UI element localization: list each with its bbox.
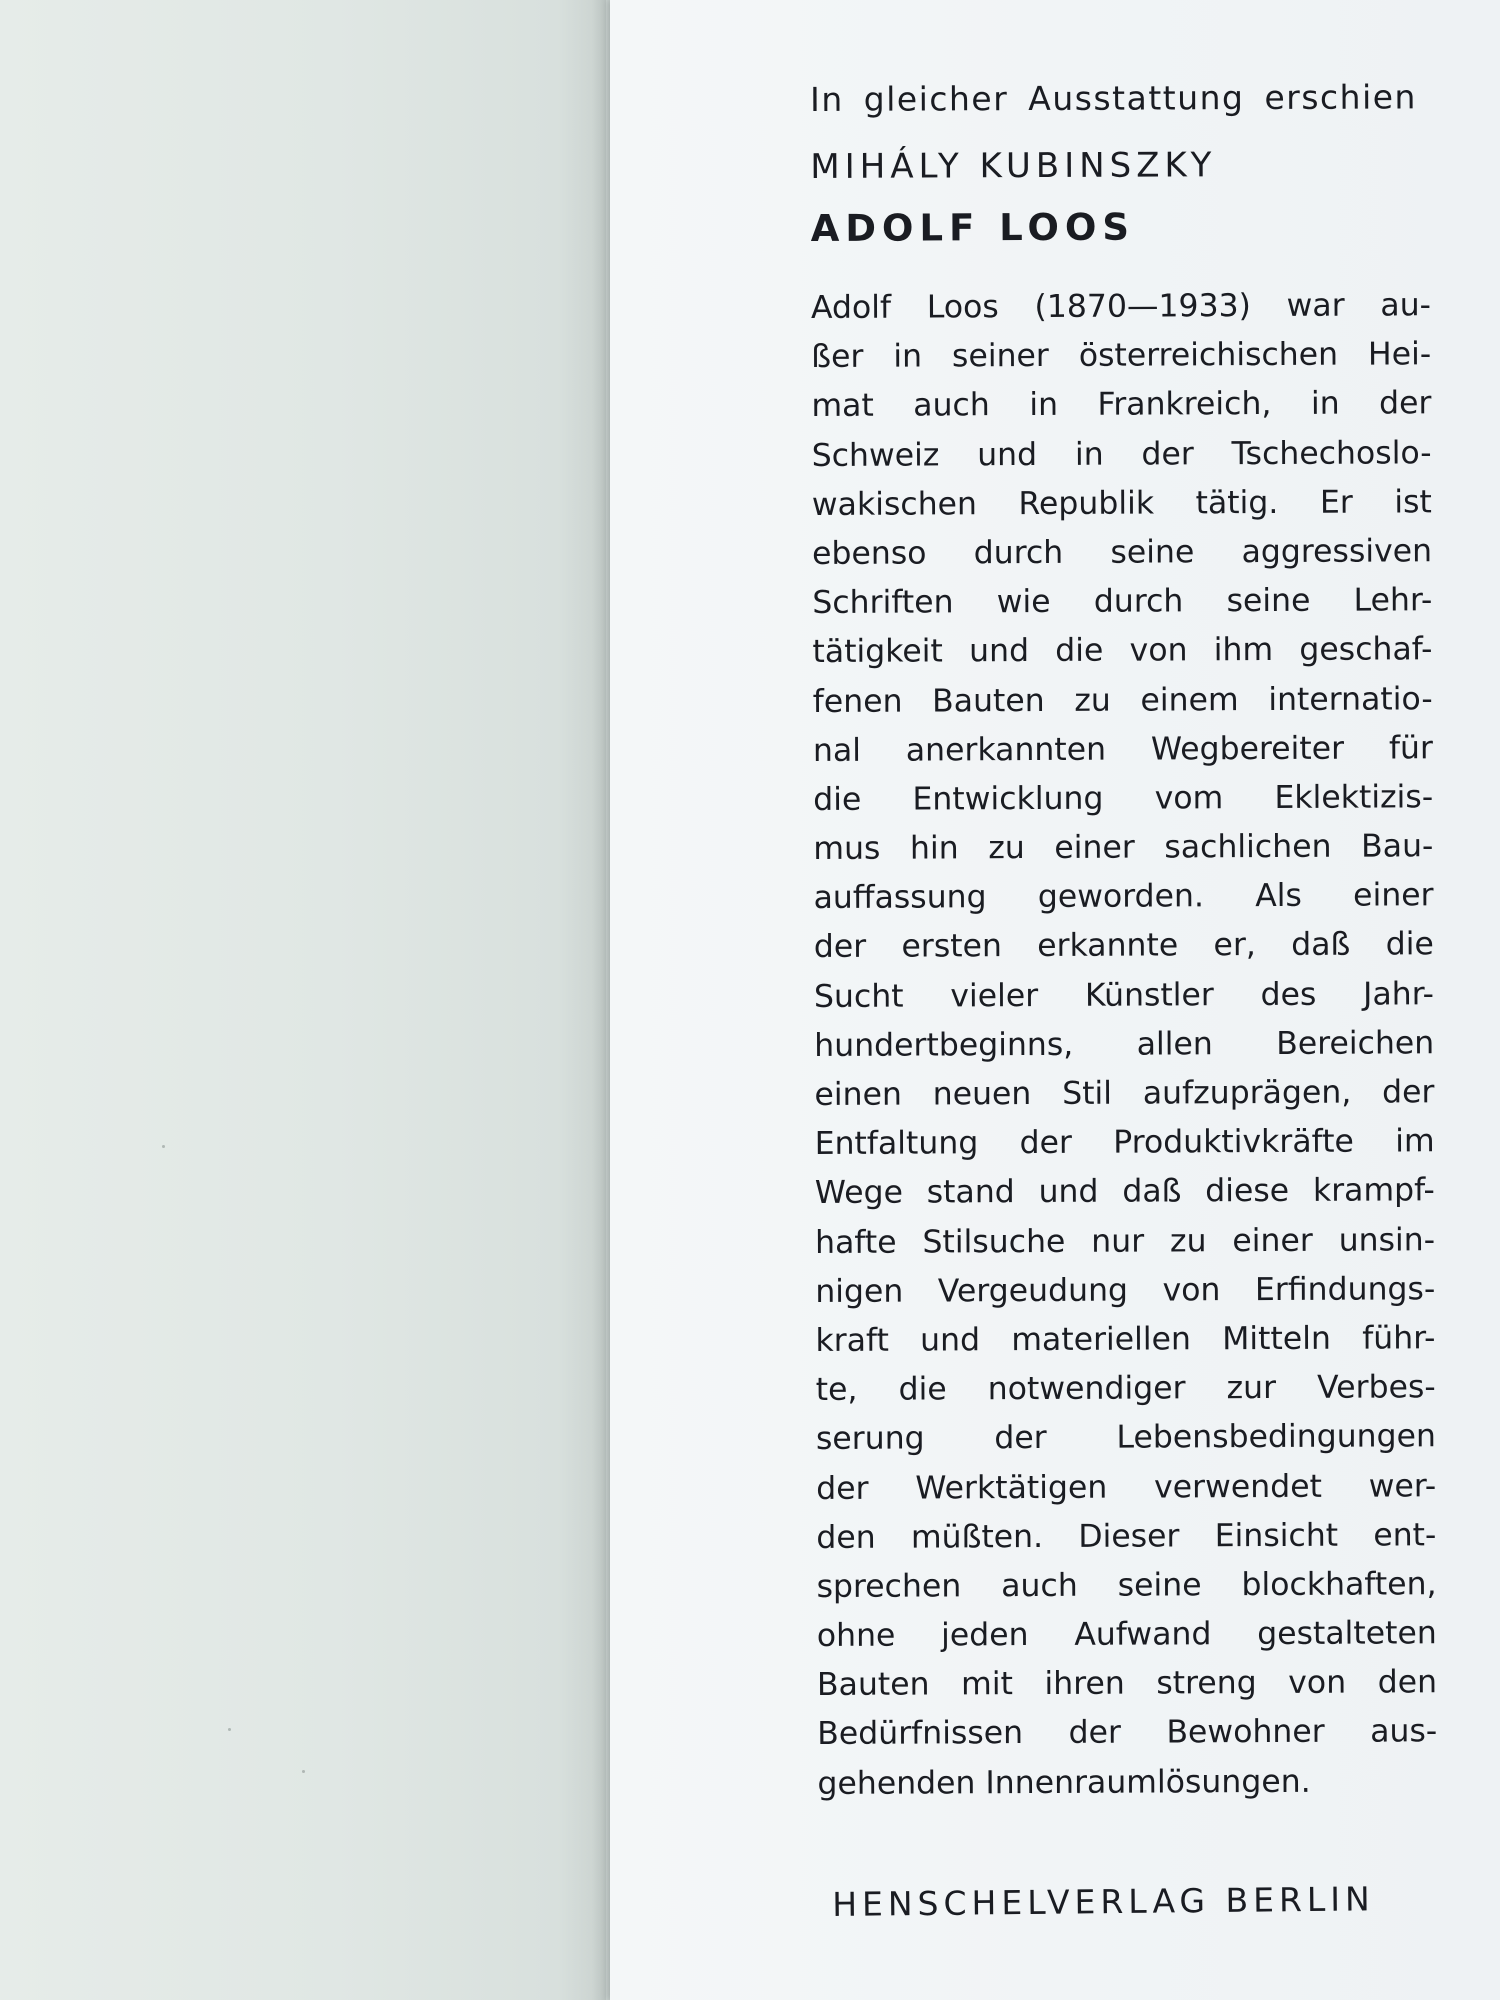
publisher-name: HENSCHELVERLAG BERLIN bbox=[832, 1879, 1375, 1924]
blurb-line: serung der Lebensbedingungen bbox=[815, 1418, 1437, 1458]
blurb-line: nal anerkannten Wegbereiter für bbox=[812, 729, 1434, 769]
blurb-line: auffassung geworden. Als einer bbox=[813, 877, 1434, 917]
intro-line: In gleicher Ausstattung erschien bbox=[810, 77, 1418, 119]
dust-speck bbox=[302, 1770, 305, 1773]
dust-jacket-flap bbox=[610, 0, 1500, 2000]
blurb-line: die Entwicklung vom Eklektizis- bbox=[813, 779, 1434, 818]
blurb-line: hundertbeginns, allen Bereichen bbox=[814, 1025, 1435, 1064]
blurb-line: Adolf Loos (1870—1933) war au- bbox=[810, 287, 1432, 326]
blurb-line: Schriften wie durch seine Lehr- bbox=[812, 582, 1433, 622]
blurb-line: nigen Vergeudung von Erfindungs- bbox=[815, 1271, 1436, 1310]
blurb-line: Bauten mit ihren streng von den bbox=[816, 1664, 1438, 1704]
blurb-paragraph bbox=[811, 281, 1438, 1809]
dust-speck bbox=[228, 1728, 231, 1731]
blurb-line: mat auch in Frankreich, in der bbox=[811, 385, 1432, 425]
blurb-line: der Werktätigen verwendet wer- bbox=[816, 1467, 1437, 1507]
blurb-line: gehenden Innenraumlösungen. bbox=[817, 1763, 1311, 1802]
dust-speck bbox=[162, 1145, 165, 1148]
blurb-line: Sucht vieler Künstler des Jahr- bbox=[813, 975, 1435, 1015]
blurb-line: Bedürfnissen der Bewohner aus- bbox=[817, 1713, 1438, 1753]
blurb-line: sprechen auch seine blockhaften, bbox=[816, 1566, 1437, 1605]
blurb-line: wakischen Republik tätig. Er ist bbox=[811, 484, 1432, 523]
blurb-line: Wege stand und daß diese krampf- bbox=[814, 1172, 1435, 1212]
blurb-line: Schweiz und in der Tschechoslo- bbox=[811, 434, 1432, 474]
blurb-line: fenen Bauten zu einem internatio- bbox=[812, 680, 1433, 720]
blurb-line: tätigkeit und die von ihm geschaf- bbox=[812, 631, 1433, 671]
book-cover-board bbox=[0, 0, 606, 2000]
blurb-line: ohne jeden Aufwand gestalteten bbox=[816, 1615, 1437, 1655]
author-name: MIHÁLY KUBINSZKY bbox=[810, 145, 1217, 187]
blurb-line: ebenso durch seine aggressiven bbox=[811, 533, 1433, 572]
blurb-line: einen neuen Stil aufzuprägen, der bbox=[814, 1074, 1435, 1113]
blurb-line: ßer in seiner österreichischen Hei- bbox=[811, 336, 1432, 376]
flap-text-block bbox=[810, 75, 1438, 1809]
blurb-line: mus hin zu einer sachlichen Bau- bbox=[813, 828, 1434, 868]
blurb-line: hafte Stilsuche nur zu einer unsin- bbox=[815, 1221, 1436, 1261]
blurb-line: Entfaltung der Produktivkräfte im bbox=[814, 1123, 1435, 1163]
blurb-line: te, die notwendiger zur Verbes- bbox=[815, 1369, 1436, 1409]
blurb-line: den müßten. Dieser Einsicht ent- bbox=[816, 1516, 1437, 1556]
book-title: ADOLF LOOS bbox=[810, 205, 1136, 250]
blurb-line: der ersten erkannte er, daß die bbox=[813, 926, 1434, 966]
blurb-line: kraft und materiellen Mitteln führ- bbox=[815, 1320, 1436, 1359]
